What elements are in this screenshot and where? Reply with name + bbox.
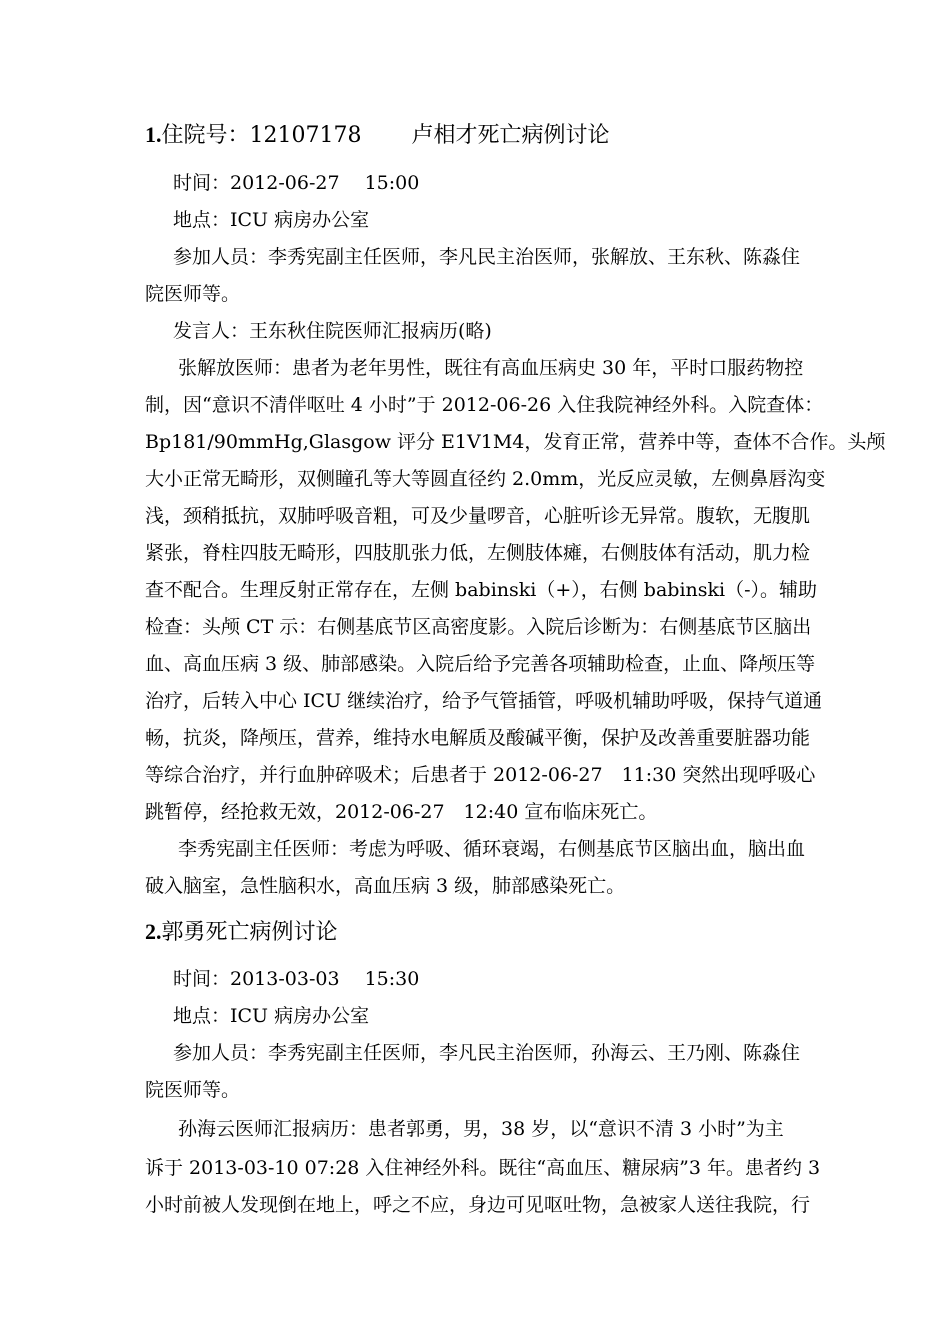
case1-time: 时间：2012-06-27 15:00 — [173, 172, 420, 194]
case1-zhang-line5: 浅，颈稍抵抗，双肺呼吸音粗，可及少量啰音，心脏听诊无异常。腹软，无腹肌 — [145, 505, 811, 527]
case2-sun-line3: 小时前被人发现倒在地上，呼之不应，身边可见呕吐物，急被家人送往我院，行 — [145, 1194, 811, 1216]
case2-time: 时间：2013-03-03 15:30 — [173, 968, 420, 990]
case1-zhang-line11: 畅，抗炎，降颅压，营养，维持水电解质及酸碱平衡，保护及改善重要脏器功能 — [145, 727, 811, 749]
case2-participants-line1: 参加人员：李秀宪副主任医师，李凡民主治医师，孙海云、王乃刚、陈淼住 — [173, 1042, 801, 1064]
case1-zhang-line2: 制，因“意识不清伴呕吐 4 小时”于 2012-06-26 入住我院神经外科。入院查体： — [145, 394, 824, 416]
case1-speaker: 发言人：王东秋住院医师汇报病历(略) — [173, 320, 492, 342]
case2-heading — [145, 918, 338, 947]
case1-number: 1. — [145, 122, 162, 147]
case1-zhang-line10: 治疗，后转入中心 ICU 继续治疗，给予气管插管，呼吸机辅助呼吸，保持气道通 — [145, 690, 823, 712]
case1-zhang-line3: Bp181/90mmHg,Glasgow 评分 E1V1M4，发育正常，营养中等，查体不合作。头颅 — [145, 431, 886, 453]
case2-participants-line2: 院医师等。 — [145, 1079, 241, 1101]
case2-title: 郭勇死亡病例讨论 — [161, 920, 338, 945]
case1-heading — [145, 121, 610, 150]
case1-li-line1: 李秀宪副主任医师：考虑为呼吸、循环衰竭，右侧基底节区脑出血，脑出血 — [178, 838, 806, 860]
case1-admission-number: 住院号：12107178 — [161, 123, 362, 148]
case1-zhang-line13: 跳暂停，经抢救无效，2012-06-27 12:40 宣布临床死亡。 — [145, 801, 658, 823]
case1-zhang-line8: 检查：头颅 CT 示：右侧基底节区高密度影。入院后诊断为：右侧基底节区脑出 — [145, 616, 812, 638]
case1-zhang-line9: 血、高血压病 3 级、肺部感染。入院后给予完善各项辅助检查，止血、降颅压等 — [145, 653, 816, 675]
case1-zhang-line1: 张解放医师：患者为老年男性，既往有高血压病史 30 年，平时口服药物控 — [178, 357, 804, 379]
case1-place: 地点：ICU 病房办公室 — [173, 209, 370, 231]
case1-zhang-line7: 查不配合。生理反射正常存在，左侧 babinski（+），右侧 babinski（-）。辅助 — [145, 579, 818, 601]
case1-participants-line2: 院医师等。 — [145, 283, 241, 305]
case1-zhang-line4: 大小正常无畸形，双侧瞳孔等大等圆直径约 2.0mm，光反应灵敏，左侧鼻唇沟变 — [145, 468, 826, 490]
case1-zhang-line12: 等综合治疗，并行血肿碎吸术；后患者于 2012-06-27 11:30 突然出现呼吸心 — [145, 764, 816, 786]
case1-title: 卢相才死亡病例讨论 — [411, 123, 610, 148]
case2-number: 2. — [145, 919, 162, 944]
case1-li-line2: 破入脑室，急性脑积水，高血压病 3 级，肺部感染死亡。 — [145, 875, 626, 897]
case2-place: 地点：ICU 病房办公室 — [173, 1005, 370, 1027]
case1-zhang-line6: 紧张，脊柱四肢无畸形，四肢肌张力低，左侧肢体瘫，右侧肢体有活动，肌力检 — [145, 542, 811, 564]
case2-sun-line2: 诉于 2013-03-10 07:28 入住神经外科。既往“高血压、糖尿病”3 年。患者约 3 — [145, 1157, 821, 1179]
case1-participants-line1: 参加人员：李秀宪副主任医师，李凡民主治医师，张解放、王东秋、陈淼住 — [173, 246, 801, 268]
case2-sun-line1: 孙海云医师汇报病历：患者郭勇，男，38 岁，以“意识不清 3 小时”为主 — [178, 1118, 784, 1140]
